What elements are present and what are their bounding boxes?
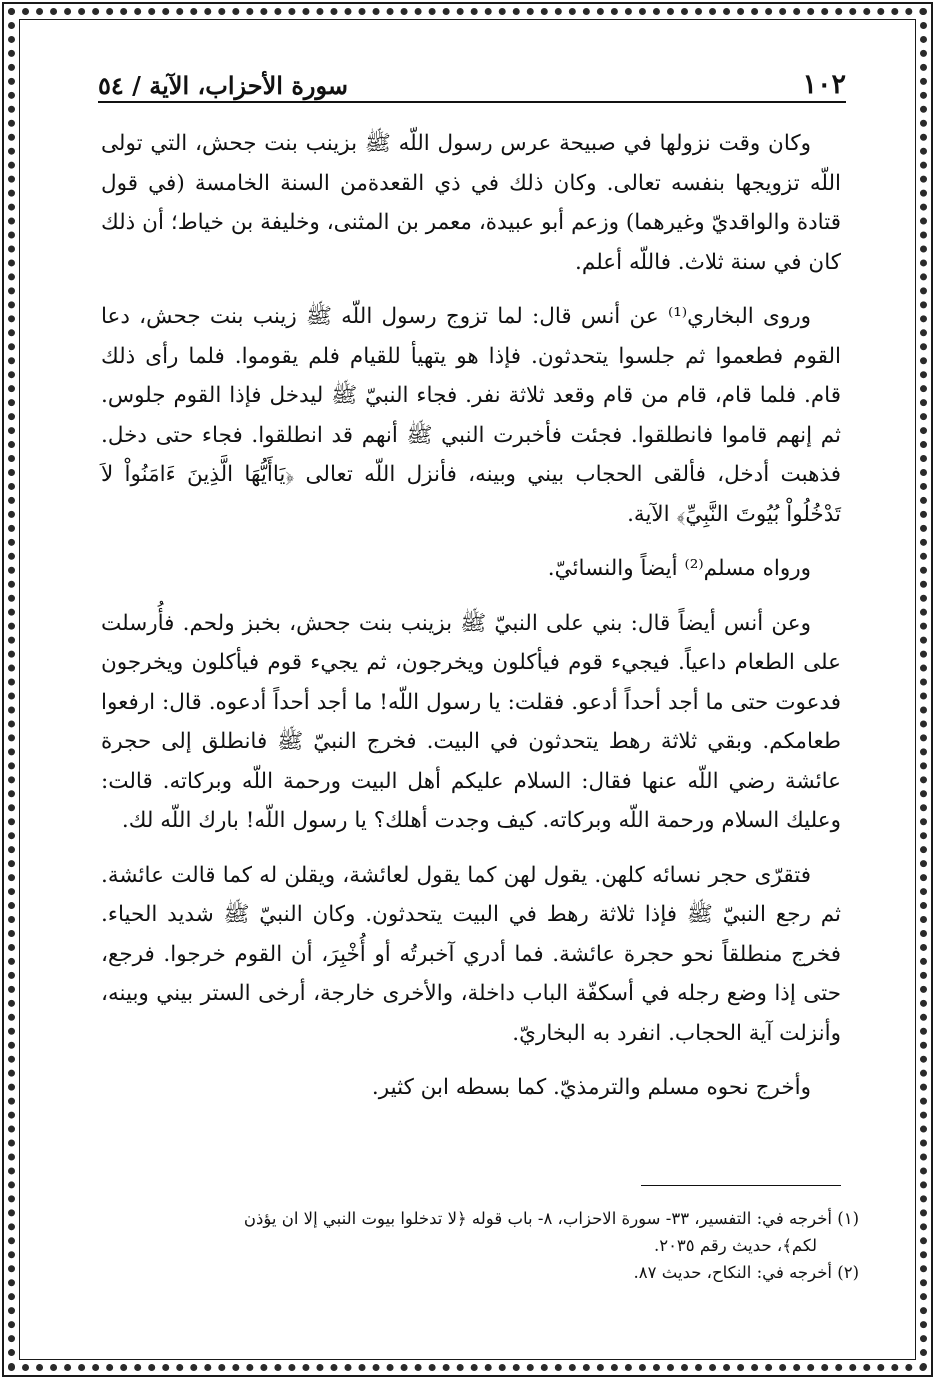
paragraph-4: وعن أنس أيضاً قال: بني على النبيّ ﷺ بزينب بنت جحش، بخبز ولحم. فأُرسلت على الطعام داعياً. فيجيء قوم فيأكلون ويخرجون، ثم يجيء قوم فيأكلون ويخرجون فدعوت حتى ما أجد أحداً أدعو. فقلت: يا رسول اللّه! ما أجد أحداً أدعوه. قال: ارفعوا طعامكم. وبقي ثلاثة رهط يتحدثون في البيت. فخرج النبيّ ﷺ فانطلق إلى حجرة عائشة رضي اللّه عنها فقال: السلام عليكم أهل البيت ورحمة اللّه وبركاته. قالت: وعليك السلام ورحمة اللّه وبركاته. كيف وجدت أهلك؟ يا رسول اللّه! بارك اللّه لك. bbox=[101, 610, 841, 833]
paragraph-6: وأخرج نحوه مسلم والترمذيّ. كما بسطه ابن كثير. bbox=[371, 1075, 811, 1100]
paragraph-5: فتقرّى حجر نسائه كلهن. يقول لهن كما يقول لعائشة، ويقلن له كما قالت عائشة. ثم رجع النبيّ ﷺ فإذا ثلاثة رهط في البيت يتحدثون. وكان النبيّ ﷺ شديد الحياء. فخرج منطلقاً نحو حجرة عائشة. فما أدري آخبرتُه أو أُخْبِرَ، أن القوم خرجوا. فرجع، حتى إذا وضع رجله في أسكفّة الباب داخلة، والأخرى خارجة، أرخى الستر بيني وبينه، وأنزلت آية الحجاب. انفرد به البخاريّ. bbox=[101, 862, 841, 1046]
paragraph-1: وكان وقت نزولها في صبيحة عرس رسول اللّه ﷺ بزينب بنت جحش، التي تولى اللّه تزويجها بنفسه تعالى. وكان ذلك في ذي القعدةمن السنة الخامسة (في قول قتادة والواقديّ وغيرهما) وزعم أبو عبيدة، معمر بن المثنى، وخليفة بن خياط؛ أن ذلك كان في سنة ثلاث. فاللّه أعلم. bbox=[101, 131, 841, 275]
main-text bbox=[101, 124, 841, 1123]
footnotes bbox=[101, 1205, 859, 1286]
footnote-separator bbox=[641, 1185, 841, 1186]
footnote-1: (١) أخرجه في: التفسير، ٣٣- سورة الاحزاب، ٨- باب قوله ﴿لا تدخلوا بيوت النبي إلا ان يؤذن bbox=[243, 1209, 859, 1228]
page-number: ١٠٢ bbox=[802, 69, 846, 100]
page-header bbox=[98, 58, 846, 100]
footnote-2: (٢) أخرجه في: النكاح، حديث ٨٧. bbox=[633, 1263, 859, 1282]
paragraph-2: وروى البخاري⁽¹⁾ عن أنس قال: لما تزوج رسول اللّه ﷺ زينب بنت جحش، دعا القوم فطعموا ثم جلسوا يتحدثون. فإذا هو يتهيأ للقيام فلم يقوموا. فلما رأى ذلك قام. فلما قام، قام من قام وقعد ثلاثة نفر. فجاء النبيّ ﷺ ليدخل فإذا القوم جلوس. ثم إنهم قاموا فانطلقوا. فجئت فأخبرت النبي ﷺ أنهم قد انطلقوا. فجاء حتى دخل. فذهبت أدخل، فألقى الحجاب بيني وبينه، فأنزل اللّه تعالى ﴿يَاأَيُّهَا الَّذِينَ ءَامَنُواْ لاَ تَدْخُلُواْ بُيُوتَ النَّبِيِّ﴾ الآية. bbox=[101, 304, 841, 527]
footnote-1-continuation: لكم﴾، حديث رقم ٢٠٣٥. bbox=[653, 1236, 817, 1255]
paragraph-3: ورواه مسلم⁽²⁾ أيضاً والنسائيّ. bbox=[547, 556, 811, 581]
running-title: سورة الأحزاب، الآية / ٥٤ bbox=[98, 71, 348, 100]
header-rule bbox=[98, 101, 846, 103]
